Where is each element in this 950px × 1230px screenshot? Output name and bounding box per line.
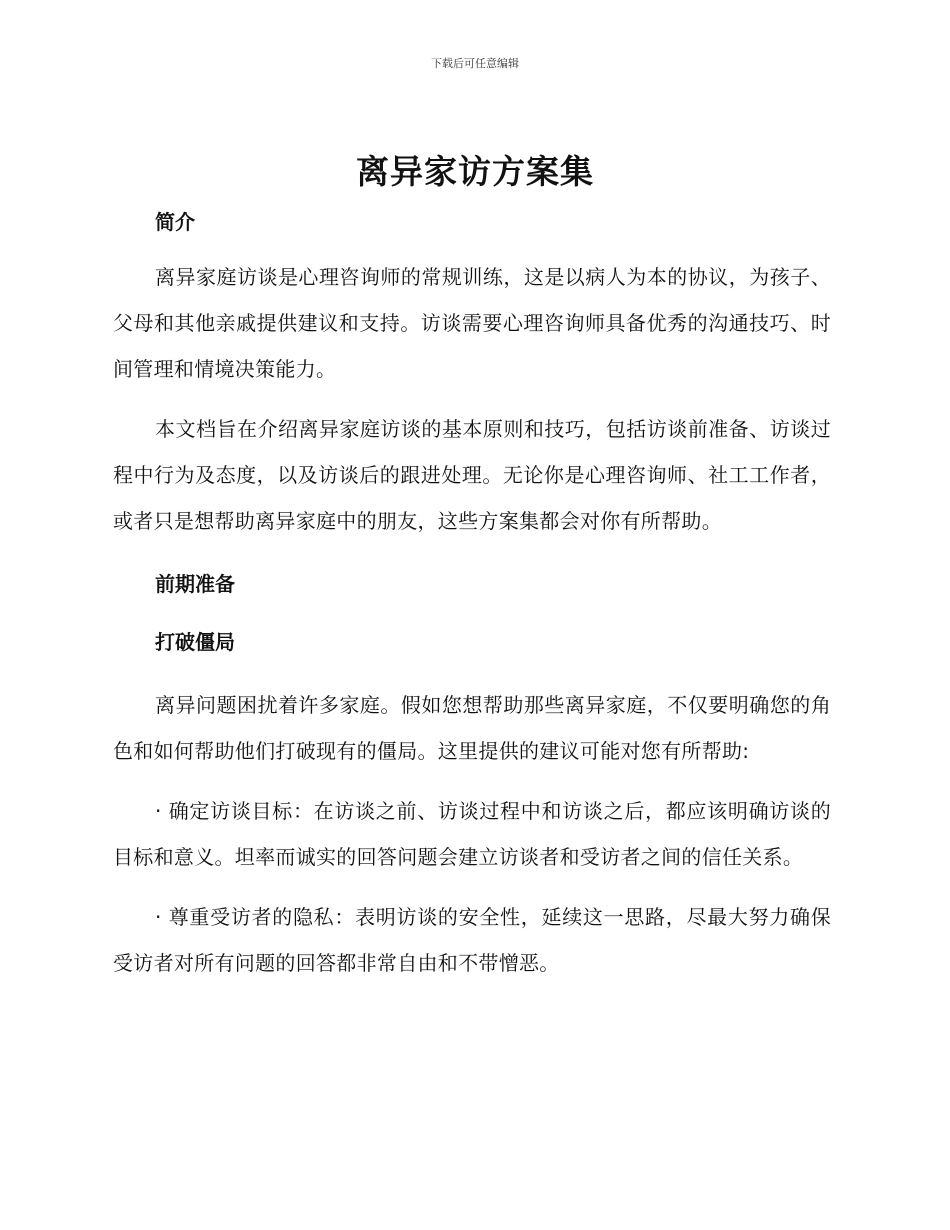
section-heading-intro: 简介 [155, 210, 195, 234]
bullet-item-privacy: · 尊重受访者的隐私：表明访谈的安全性，延续这一思路，尽最大努力确保受访者对所有问题的回答都非常自由和不带憎恶。 [113, 905, 831, 975]
section-heading-preparation: 前期准备 [155, 572, 235, 596]
paragraph-icebreak-1: 离异问题困扰着许多家庭。假如您想帮助那些离异家庭，不仅要明确您的角色和如何帮助他们打破现有的僵局。这里提供的建议可能对您有所帮助: [113, 693, 831, 763]
header-note: 下载后可任意编辑 [431, 57, 519, 70]
bullet-item-goal: · 确定访谈目标：在访谈之前、访谈过程中和访谈之后，都应该明确访谈的目标和意义。坦率而诚实的回答问题会建立访谈者和受访者之间的信任关系。 [113, 799, 831, 869]
section-heading-icebreak: 打破僵局 [155, 630, 235, 654]
paragraph-intro-2: 本文档旨在介绍离异家庭访谈的基本原则和技巧，包括访谈前准备、访谈过程中行为及态度，以及访谈后的跟进处理。无论你是心理咨询师、社工工作者，或者只是想帮助离异家庭中的朋友，这些方案集都会对你有所帮助。 [113, 417, 831, 533]
document-body [113, 204, 831, 986]
document-title: 离异家访方案集 [356, 152, 594, 191]
paragraph-intro-1: 离异家庭访谈是心理咨询师的常规训练，这是以病人为本的协议，为孩子、父母和其他亲戚提供建议和支持。访谈需要心理咨询师具备优秀的沟通技巧、时间管理和情境决策能力。 [113, 265, 831, 381]
